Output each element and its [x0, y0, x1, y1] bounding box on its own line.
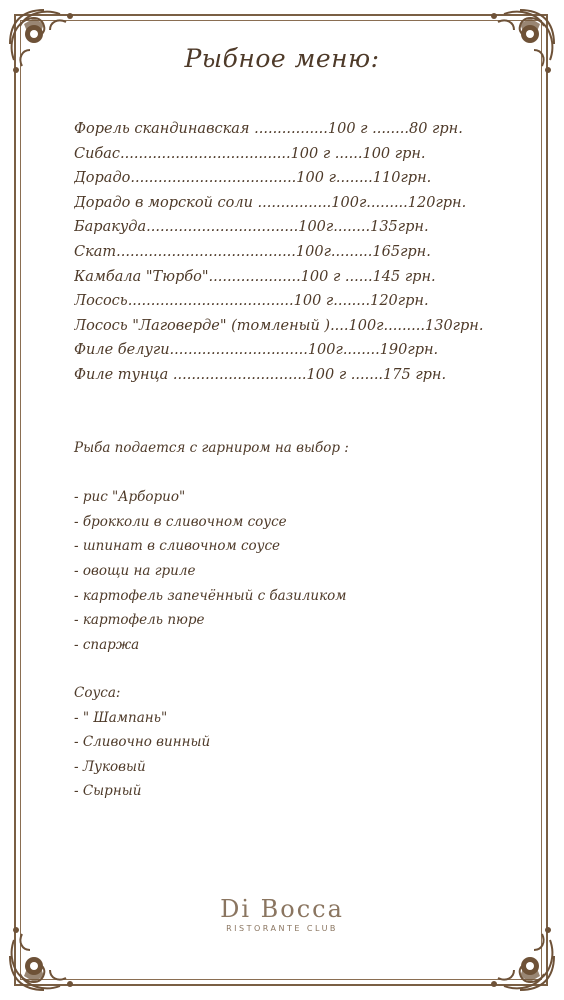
side-dish-option: - картофель запечённый с базиликом — [74, 587, 347, 604]
sauce-option: - " Шампань" — [74, 709, 168, 726]
menu-item: Камбала "Тюрбо"....................100 г ......145 грн. — [74, 268, 436, 285]
menu-item: Баракуда.................................100г........135грн. — [74, 219, 429, 236]
menu-item: Форель скандинавская ................100 г ........80 грн. — [74, 121, 463, 137]
side-dish-option: - брокколи в сливочном соусе — [74, 513, 287, 530]
menu-item: Лосось "Лаговерде" (томленый )....100г.........130грн. — [74, 317, 484, 334]
brand-logo — [0, 895, 564, 933]
sauce-option: - Луковый — [74, 758, 146, 775]
sauce-option: - Сырный — [74, 783, 142, 800]
menu-item: Скат.......................................100г.........165грн. — [74, 243, 431, 260]
fish-menu-list — [74, 117, 498, 388]
side-dish-option: - овощи на гриле — [74, 562, 196, 579]
menu-item: Филе белуги..............................100г........190грн. — [74, 342, 439, 359]
sauces-heading: Соуса: — [74, 685, 121, 701]
brand-name: Di Bocca — [220, 895, 344, 923]
menu-item: Лосось....................................100 г........120грн. — [74, 293, 429, 310]
side-dish-option: - рис "Арборио" — [74, 489, 186, 506]
sauces-section — [74, 681, 210, 804]
side-dish-option: - шпинат в сливочном соусе — [74, 538, 281, 555]
side-dishes-heading: Рыба подается с гарниром на выбор : — [74, 440, 349, 456]
side-dish-option: - картофель пюре — [74, 612, 205, 629]
menu-item: Дорадо в морской соли ................100г.........120грн. — [74, 194, 467, 211]
side-dishes-section — [74, 436, 349, 657]
side-dish-option: - спаржа — [74, 636, 140, 653]
menu-item: Сибас.....................................100 г ......100 грн. — [74, 145, 426, 162]
menu-item: Филе тунца .............................100 г .......175 грн. — [74, 366, 447, 383]
menu-item: Дорадо....................................100 г........110грн. — [74, 170, 432, 187]
sauce-option: - Сливочно винный — [74, 734, 211, 751]
page-title: Рыбное меню: — [184, 44, 380, 73]
brand-subtitle: RISTORANTE CLUB — [226, 924, 338, 933]
